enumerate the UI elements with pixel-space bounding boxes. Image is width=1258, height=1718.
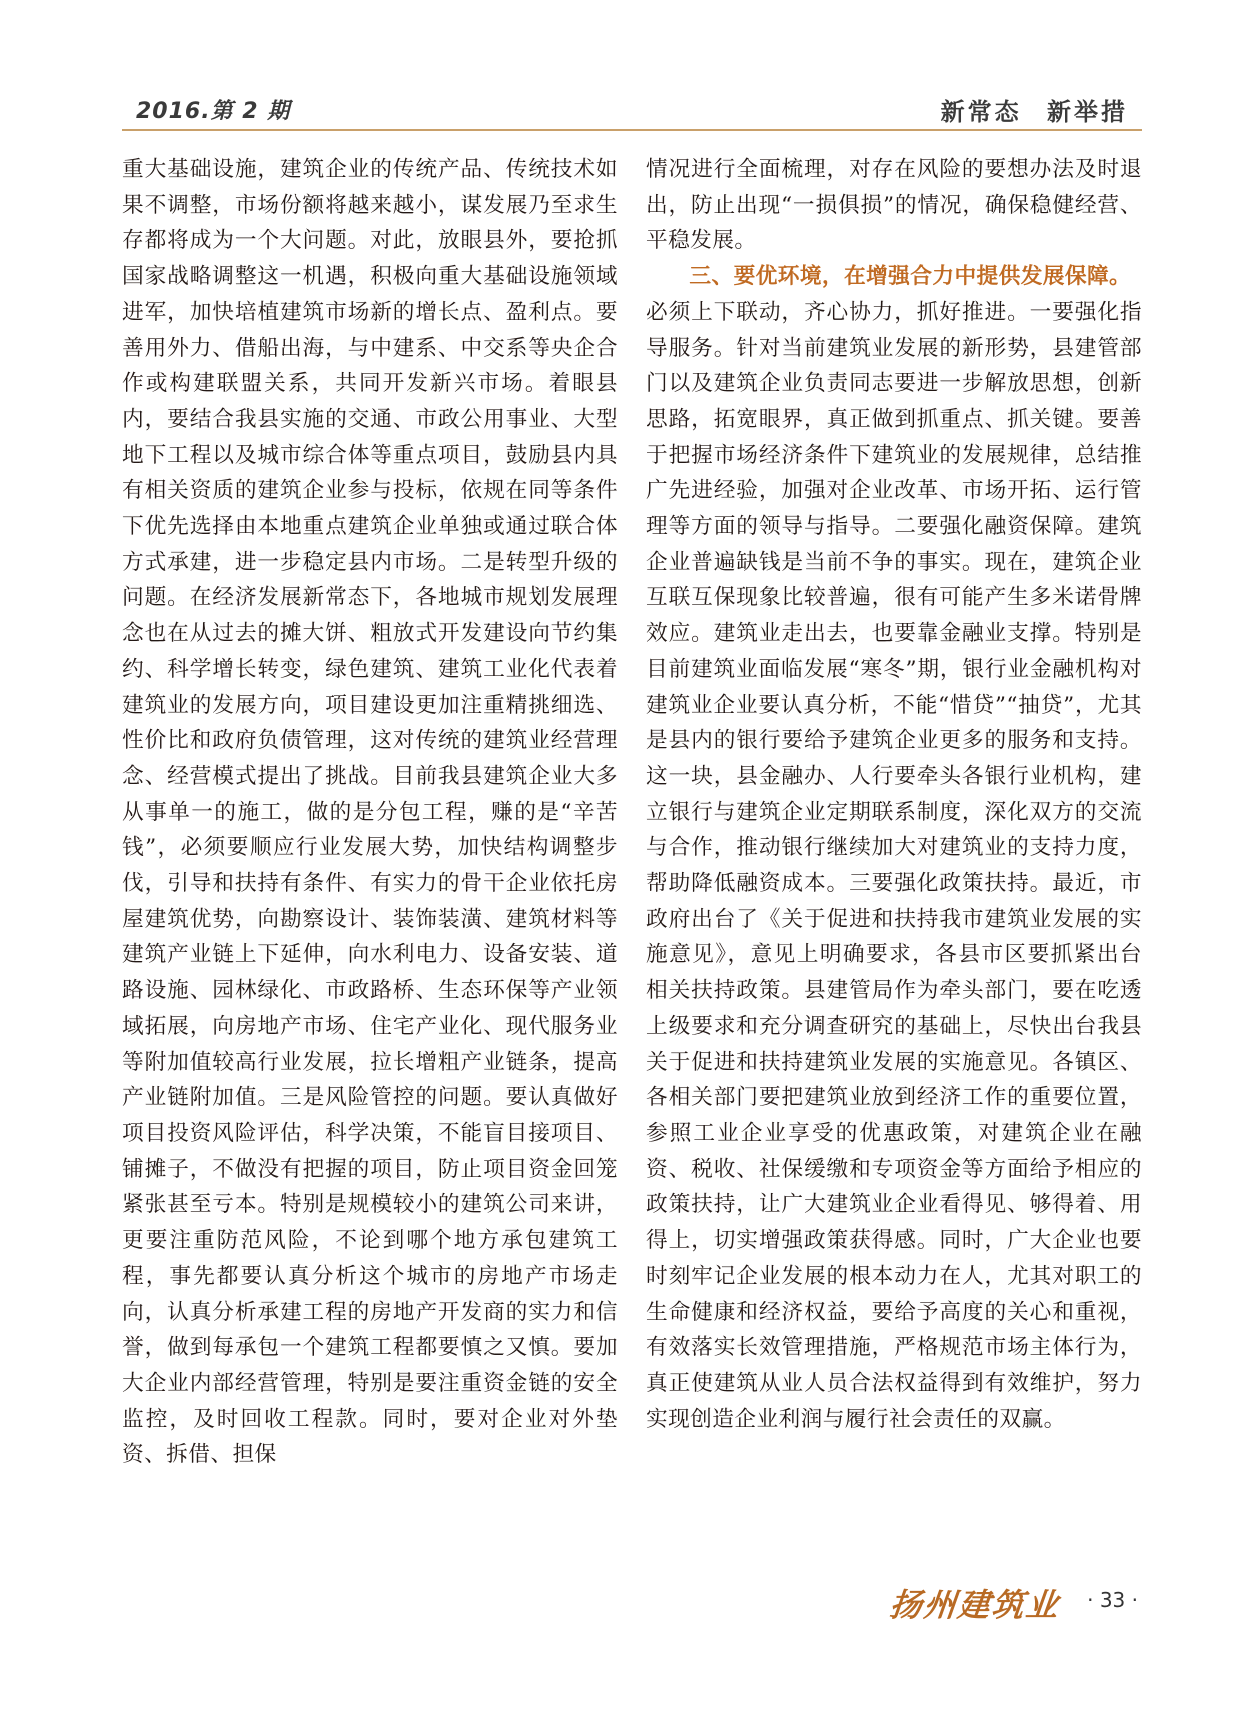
left-column: [122, 152, 618, 1473]
issue-label: 2016.第 2 期: [136, 99, 291, 124]
left-column-text: 重大基础设施，建筑企业的传统产品、传统技术如果不调整，市场份额将越来越小，谋发展乃至求生存都将成为一个大问题。对此，放眼县外，要抢抓国家战略调整这一机遇，积极向重大基础设施领域进军，加快培植建筑市场新的增长点、盈利点。要善用外力、借船出海，与中建系、中交系等央企合作或构建联盟关系，共同开发新兴市场。着眼县内，要结合我县实施的交通、市政公用事业、大型地下工程以及城市综合体等重点项目，鼓励县内具有相关资质的建筑企业参与投标，依规在同等条件下优先选择由本地重点建筑企业单独或通过联合体方式承建，进一步稳定县内市场。二是转型升级的问题。在经济发展新常态下，各地城市规划发展理念也在从过去的摊大饼、粗放式开发建设向节约集约、科学增长转变，绿色建筑、建筑工业化代表着建筑业的发展方向，项目建设更加注重精挑细选、性价比和政府负债管理，这对传统的建筑业经营理念、经营模式提出了挑战。目前我县建筑企业大多从事单一的施工，做的是分包工程，赚的是“辛苦钱”，必须要顺应行业发展大势，加快结构调整步伐，引导和扶持有条件、有实力的骨干企业依托房屋建筑优势，向勘察设计、装饰装潢、建筑材料等建筑产业链上下延伸，向水利电力、设备安装、道路设施、园林绿化、市政路桥、生态环保等产业领域拓展，向房地产市场、住宅产业化、现代服务业等附加值较高行业发展，拉长增粗产业链条，提高产业链附加值。三是风险管控的问题。要认真做好项目投资风险评估，科学决策，不能盲目接项目、铺摊子，不做没有把握的项目，防止项目资金回笼紧张甚至亏本。特别是规模较小的建筑公司来讲，更要注重防范风险，不论到哪个地方承包建筑工程，事先都要认真分析这个城市的房地产市场走向，认真分析承建工程的房地产开发商的实力和信誉，做到每承包一个建筑工程都要慎之又慎。要加大企业内部经营管理，特别是要注重资金链的安全监控，及时回收工程款。同时，要对企业对外垫资、拆借、担保: [122, 157, 618, 1468]
page-number: · 33 ·: [1087, 1588, 1138, 1612]
page-footer: [880, 1582, 1142, 1622]
section-title: 新常态 新举措: [940, 98, 1128, 126]
page-header: [122, 90, 1142, 130]
right-column-intro: 情况进行全面梳理，对存在风险的要想办法及时退出，防止出现“一损俱损”的情况，确保稳健经营、平稳发展。: [646, 157, 1142, 254]
section-heading: 三、要优环境，在增强合力中提供发展保障。: [689, 264, 1132, 290]
right-column-body: 必须上下联动，齐心协力，抓好推进。一要强化指导服务。针对当前建筑业发展的新形势，县建管部门以及建筑企业负责同志要进一步解放思想，创新思路，拓宽眼界，真正做到抓重点、抓关键。要善于把握市场经济条件下建筑业的发展规律，总结推广先进经验，加强对企业改革、市场开拓、运行管理等方面的领导与指导。二要强化融资保障。建筑企业普遍缺钱是当前不争的事实。现在，建筑企业互联互保现象比较普遍，很有可能产生多米诺骨牌效应。建筑业走出去，也要靠金融业支撑。特别是目前建筑业面临发展“寒冬”期，银行业金融机构对建筑业企业要认真分析，不能“惜贷”“抽贷”，尤其是县内的银行要给予建筑企业更多的服务和支持。这一块，县金融办、人行要牵头各银行业机构，建立银行与建筑企业定期联系制度，深化双方的交流与合作，推动银行继续加大对建筑业的支持力度，帮助降低融资成本。三要强化政策扶持。最近，市政府出台了《关于促进和扶持我市建筑业发展的实施意见》，意见上明确要求，各县市区要抓紧出台相关扶持政策。县建管局作为牵头部门，要在吃透上级要求和充分调查研究的基础上，尽快出台我县关于促进和扶持建筑业发展的实施意见。各镇区、各相关部门要把建筑业放到经济工作的重要位置，参照工业企业享受的优惠政策，对建筑企业在融资、税收、社保缓缴和专项资金等方面给予相应的政策扶持，让广大建筑业企业看得见、够得着、用得上，切实增强政策获得感。同时，广大企业也要时刻牢记企业发展的根本动力在人，尤其对职工的生命健康和经济权益，要给予高度的关心和重视，有效落实长效管理措施，严格规范市场主体行为，真正使建筑从业人员合法权益得到有效维护，努力实现创造企业利润与履行社会责任的双赢。: [646, 299, 1142, 1432]
right-column: [646, 152, 1142, 1437]
header-divider: [122, 129, 1142, 131]
journal-logo: 扬州建筑业: [887, 1586, 1062, 1624]
